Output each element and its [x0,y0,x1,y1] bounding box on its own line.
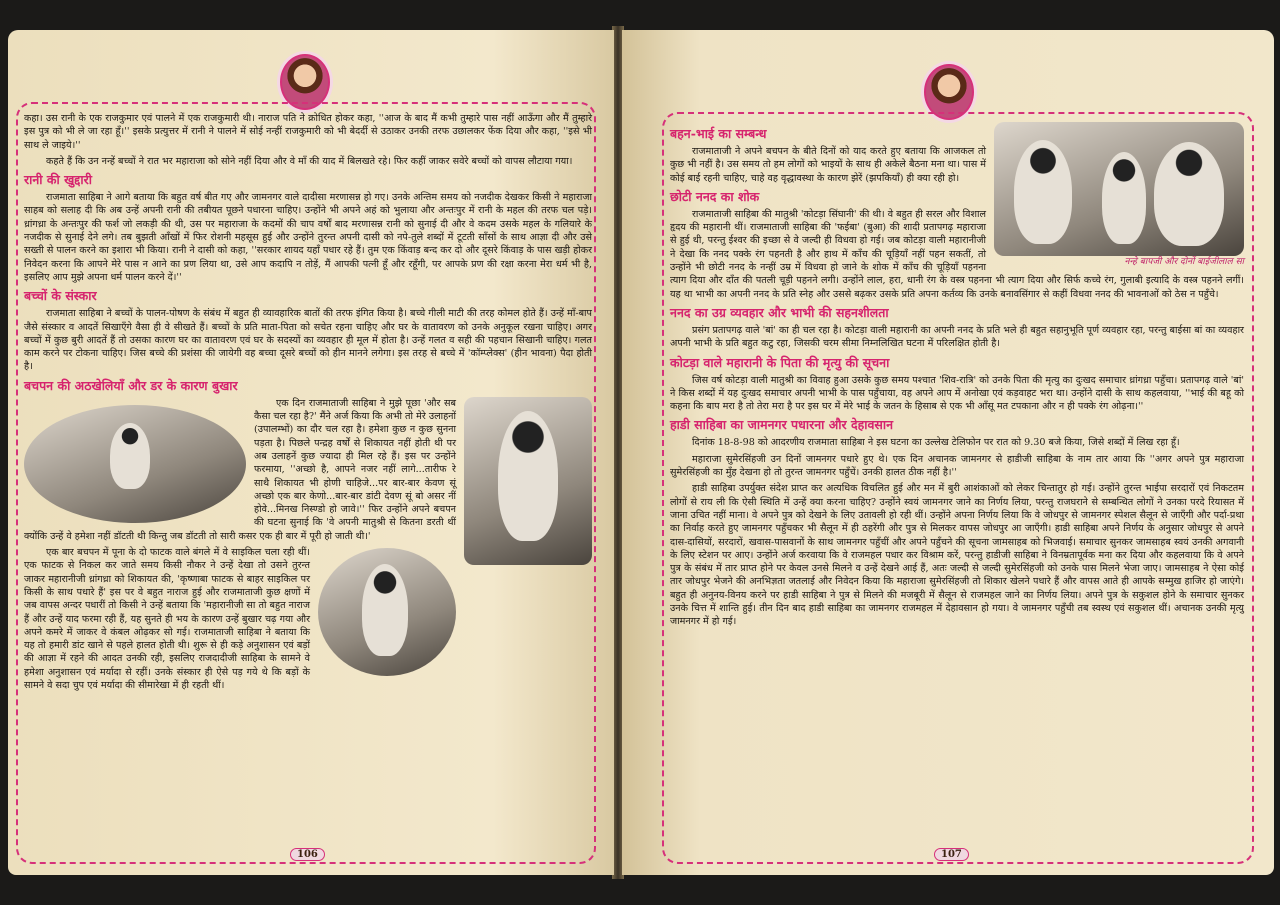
section-heading: कोटड़ा वाले महारानी के पिता की मृत्यु की सूचना [670,354,890,370]
section-heading: रानी की खुद्दारी [24,172,92,188]
section-heading: छोटी ननद का शोक [670,188,760,204]
page-number: 106 [290,848,325,861]
paragraph: राजमाता साहिबा ने बच्चों के पालन-पोषण के संबंध में बहुत ही व्यावहारिक बातों की तरफ इंगित किया है। बच्चे गीली माटी की तरह कोमल होते हैं। उन्हें माँ-बाप जैसे संस्कार व आदतें सिखाएँगे वैसा ही वे सीखते हैं। बच्चों के प्रति माता-पिता को सचेत रहना चाहिए और घर के वातावरण को उनके अनुकूल रखना चाहिए। अगर बच्चों में कुछ बुरी आदतें हैं तो उसका कारण घर का वातावरण एवं घर के सदस्यों का व्यवहार ही मूल में होता है। उन्हें गलत व सही की पहचान सिखानी चाहिए। गलत काम करने पर टोकना चाहिए। जिस बच्चे की प्रशंसा की जायेगी वह बच्चा दूसरे बच्चों को हीन मानने लगेगा। इस तरह से बच्चे में 'कॉम्प्लेक्स' (हीन भावना) पैदा होती है। [24,308,592,373]
section-heading: बचपन की अठखेलियाँ और डर के कारण बुखार [24,377,238,393]
section-heading: बच्चों के संस्कार [24,288,97,304]
paragraph: कहा। उस रानी के एक राजकुमार एवं पालने में एक राजकुमारी थी। नाराज पति ने क्रोधित होकर कहा, ''आज के बाद मैं कभी तुम्हारे पास नहीं आऊँगा और मैं तुम्हारे इस पुत्र को भी ले जा रहा हूँ।'' इसके प्रत्युत्तर में रानी ने पालने में सोई नन्हीं राजकुमारी को भी बेदर्दी से उठाकर उनकी तरफ उछालकर फेंक दिया और कहा, ''इसे भी साथ ले जाइये।'' [24,113,592,151]
toddler-photo [318,548,456,676]
section-heading: ननद का उग्र व्यवहार और भाभी की सहनशीलता [670,304,889,320]
paragraph: एक दिन राजमाताजी साहिबा ने मुझे पूछा 'और सब कैसा चल रहा है?' मैंने अर्ज किया कि अभी तो मेरे उलाहनों (उपालम्भों) का दौर चल रहा है। हमेशा कुछ न कुछ सुनना पड़ता है। पिछले पन्द्रह वर्षों से शिकायत नहीं होती थी पर अब उलाहनें कुछ ज्यादा ही मिल रहे हैं। इस पर उन्होंने फरमाया, ''अच्छो है, आपने नजर नहीं लागे...तारीफ रे साथै शिकायत भी होणी चाहिजे...पर बार-बार केवण सूं अच्छो एक बार केणो...बार-बार डांटी देवण सूं बो असर नीं होवे...मिनख निस्ण्डो हो जावे।'' फिर उन्होंने अपने बचपन की घटना सुनाई कि 'वे अपनी मातुश्री से कितना डरती थीं क्योंकि उन्हें वे हमेशा नहीं डॉटती थी किन्तु जब डॉटती तो सारी कसर एक ही बार में पूरी हो जाती थी।' [24,397,456,542]
paragraph: जिस वर्ष कोटड़ा वाली मातुश्री का विवाह हुआ उसके कुछ समय पश्चात 'शिव-रात्रि' को उनके पिता की मृत्यु का दुःखद समाचार ध्रांगध्रा पहुँचा। प्रतापगढ़ वाले 'बां' ने किस शब्दों में यह दुःखद समाचार अपनी भाभी के पास पहुँचाया, वह अपने आप में अनोखा एवं कड़वाहट भरा था। उन्होंने दासी के साथ कहलवाया, ''भाई की बहू को कहना कि बाप मरा है तो तेरा मरा है पर इस घर में मेरे भाई के जतन के हिसाब से एक भी आँसू मत टपकाना और न ही पक्के रंग ओढ़ना।'' [670,374,1244,413]
paragraph: राजमाताजी साहिबा की मातुश्री 'कोटड़ा सिंघानी' की थी। वे बहुत ही सरल और विशाल हृदय की महारानी थीं। राजमाताजी साहिबा की 'फईबा' (बुआ) की शादी प्रतापगढ़ महाराजा से हुई थी, परन्तु ईश्वर की इच्छा से वे जल्दी ही विधवा हो गई। जब कोटड़ा वाली महारानीजी ने देखा कि ननद पक्के रंग पहनती है और हाथ में काँच की चूड़ियाँ नहीं पहन सकतीं, तो उन्होंने भी छोटी ननद के नन्हीं उम्र में विधवा हो जाने के शोक में काँच की चूड़ियाँ पहनना त्याग दिया और दाँत की पतली चूड़ी पहनने लगी। उन्होंने लाल, हरा, धानी रंग के वस्त्र पहनना भी त्याग दिया और सिर्फ कच्चे रंग, गुलाबी इत्यादि के वस्त्र पहनने लगीं। यह था भाभी का अपनी ननद के प्रति स्नेह और उससे बढ़कर उसके प्रति अपना कर्तव्य कि उनके बनावसिंगार से कहीं विधवा ननद की भावनाओं को ठेस न पहुँचे। [670,208,1244,300]
paragraph: कहते हैं कि उन नन्हें बच्चों ने रात भर महाराजा को सोने नहीं दिया और वे माँ की याद में बिलखते रहे। फिर कहीं जाकर सवेरे बच्चों को वापस लौटाया गया। [46,155,573,167]
left-page-content [24,112,592,695]
paragraph: प्रसंग प्रतापगढ़ वाले 'बां' का ही चल रहा है। कोटड़ा वाली महारानी का अपनी ननद के प्रति भले ही बहुत सहानुभूति पूर्ण व्यवहार रहा, परन्तु बाईसा बां का व्यवहार अपनी भाभी के प्रति बहुत कटु रहा, जिसकी चरम सीमा निम्नलिखित घटना में परिलक्षित होती है। [670,324,1244,350]
section-heading: बहन-भाई का सम्बन्ध [670,126,767,141]
paragraph: हाडी साहिबा उपर्युक्त संदेश प्राप्त कर अत्यधिक विचलित हुई और मन में बुरी आशंकाओं को लेकर चिन्तातुर हो गई। उन्होंने तुरन्त भाईपा सरदारों एवं निकटतम लोगों से राय ली कि ऐसी स्थिति में उन्हें क्या करना चाहिए? उन्होंने स्वयं जामनगर जाने का निर्णय लिया, परन्तु राजघराने से सम्बन्धित लोगों ने उनका परदे रियासत में जाना उचित नहीं माना। वे अपने पुत्र को देखने के लिए उतावली हो रही थीं। उन्होंने अपना निर्णय लिया कि वे जोधपुर से जामनगर स्पेशल सैलून से जाएँगी और पर्दा-प्रथा का निर्वाह करते हुए जामनगर पहुँचकर भी सैलून में ही ठहरेंगी और पुत्र से मिलकर वापस जोधपुर आ जाएँगी। हाडी साहिबा अपने निर्णय के अनुसार जोधपुर से अपने दास-दासियों, सरदारों, खवास-पासवानों के साथ जामनगर पहुँचीं और अपने पहुँचने की सूचना जामसाहब को भिजवाई। समाचार सुनकर जामसाहब स्वयं उनकी अगवानी के लिए स्टेशन पर आए। उन्होंने अर्ज करवाया कि वे राजमहल पधार कर विश्राम करें, परन्तु हाडीजी साहिबा ने विनम्रतापूर्वक मना कर दिया और कहलवाया कि वे अपने पुत्र के संबंध में तार प्राप्त होने पर केवल उनसे मिलने व उन्हें देखने आई हैं, अतः जल्दी से जल्दी सुमेरसिंहजी को उनके पास मिलने भेजा जाए। जामसाहब ने ऐसा कोई तार जोधपुर भेजने की अनभिज्ञता जतलाई और निवेदन किया कि महाराजा सुमेरसिंहजी तो शिकार खेलने पधारे हैं और वापस आते ही आपके सम्मुख हाजिर हो जाएंगे। बहुत ही अनुनय-विनय करने पर हाडी साहिबा ने पुत्र से मिलने की मजबूरी में सैलून से राजमहल जाने का निर्णय लिया। अपने पुत्र के सकुशल होने के समाचार सुनकर उनके चित्त में शान्ति हुई। तीन दिन बाद हाडी साहिबा का जामनगर राजमहल में देहावसान हो गया। वे जामनगर पहुँची तब स्वस्थ एवं सकुशल थीं। अचानक उनकी मृत्यु जामनगर में हो गई। [670,483,1244,628]
right-page-content [670,122,1244,632]
right-page [622,30,1274,875]
child-photo-on-cushion [24,405,246,523]
page-number: 107 [934,848,969,861]
paragraph: महाराजा सुमेरसिंहजी उन दिनों जामनगर पधारे हुए थे। एक दिन अचानक जामनगर से हाडीजी साहिबा के नाम तार आया कि ''अगर अपने पुत्र महाराजा सुमेरसिंहजी का मुँह देखना हो तो तुरन्त जामनगर पहुँचें। उनकी हालत ठीक नहीं है।'' [670,453,1244,479]
three-children-photo [994,122,1244,256]
photo-caption: नन्हे बापजी और दोनों बाईजीलाल सा [1124,257,1244,267]
left-page [8,30,614,875]
paragraph: एक बार बचपन में पूना के दो फाटक वाले बंगले में वे साइकिल चला रही थीं। एक फाटक से निकल कर जाते समय किसी नौकर ने उन्हें देखा तो उसने तुरन्त जाकर महारानीजी ध्रांगध्रा को शिकायत की, 'कृष्णाबा फाटक से बाहर साइकिल पर किसी के साथ पधारे हैं' इस पर वे बहुत नाराज हुई और राजमाताजी कुछ क्षणों में जब वापस अन्दर पधारीं तो किसी ने उन्हें बताया कि 'महारानीजी सा तो बहुत नाराज हैं और उन्हें याद फरमा रही हैं, यह सुनते ही भय के कारण उन्हें बुखार चढ़ गया और अपने कमरे में जाकर वे कंबल ओढ़कर सो गई। राजमाताजी साहिबा ने बताया कि यह तो हमारी डांट खाने से पहले हालत होती थी। शुरू से ही कड़े अनुशासन एवं बड़ों की आज्ञा में रहने की आदत उनकी रही, इसलिए राजदादीजी साहिबा के सामने वे हमेशा अनुशासन एवं मर्यादा से रहीं। उनके संस्कार ही ऐसे पड़ गये थे कि बड़ों के सामने वे सदा चुप एवं मर्यादा की सीमारेखा में ही रहती थीं। [24,547,310,691]
section-heading: हाडी साहिबा का जामनगर पधारना और देहावसान [670,417,894,433]
child-photo-seated [464,397,592,565]
paragraph: राजमाताजी ने अपने बचपन के बीते दिनों को याद करते हुए बताया कि आजकल तो कुछ भी नहीं है। उस समय तो हम लोगों को भाइयों के साथ ही अकेले बैठना मना था। पास में कोई बाई रहनी चाहिए, चाहे वह वृद्धावस्था के कारण झेरें (झपकियाँ) ही क्या रही हो। [670,146,986,184]
paragraph: राजमाता साहिबा ने आगे बताया कि बहुत वर्ष बीत गए और जामनगर वाले दादीसा मरणासन्न हो गए। उनके अन्तिम समय को नजदीक देखकर किसी ने महाराजा साहब को सलाह दी कि अब उन्हें अपनी रानी की तबीयत पूछने पधारना चाहिए। उन्होंने भी अपने अहं को भुलाया और अन्तःपुर में रानी के महल की तरफ चल पड़े। ध्रांगध्रा के अन्तःपुर की फर्श जो लकड़ी की थी, उस पर महाराजा के कदमों की चाप वर्षों बाद मरणासन्न रानी को सुनाई दी और वे कदम उसके महल के गलियारे के नजदीक से सुनाई देने लगे। तब बुझती आँखों में फिर रोशनी महसूस हुई और उन्होंने तुरन्त अपनी दासी को नपे-तुले शब्दों में टूटती साँसों के साथ आज्ञा दी और उसे सख्ती से पालन करने का इशारा भी किया। रानी ने दासी को कहा, ''सरकार शायद यहाँ पधार रहे हैं। तुम एक किंवाड़ बन्द कर दो और दूसरे किंवाड़ के पास खड़ी होकर निवेदन करना कि आपने मेरे पास न आने का प्रण लिया था, उसे आप कदापि न तोड़ें, मैं आपकी पत्नी हूँ और रहूँगी, पर आपके प्रण की रक्षा करना मेरा धर्म भी है, इसलिए आप मुझे अपना धर्म पालन करने दें।'' [24,192,592,283]
photo-block [994,122,1244,271]
paragraph: दिनांक 18-8-98 को आदरणीय राजमाता साहिबा ने इस घटना का उल्लेख टेलिफोन पर रात को 9.30 बजे किया, जिसे शब्दों में लिख रहा हूँ। [692,437,1180,449]
